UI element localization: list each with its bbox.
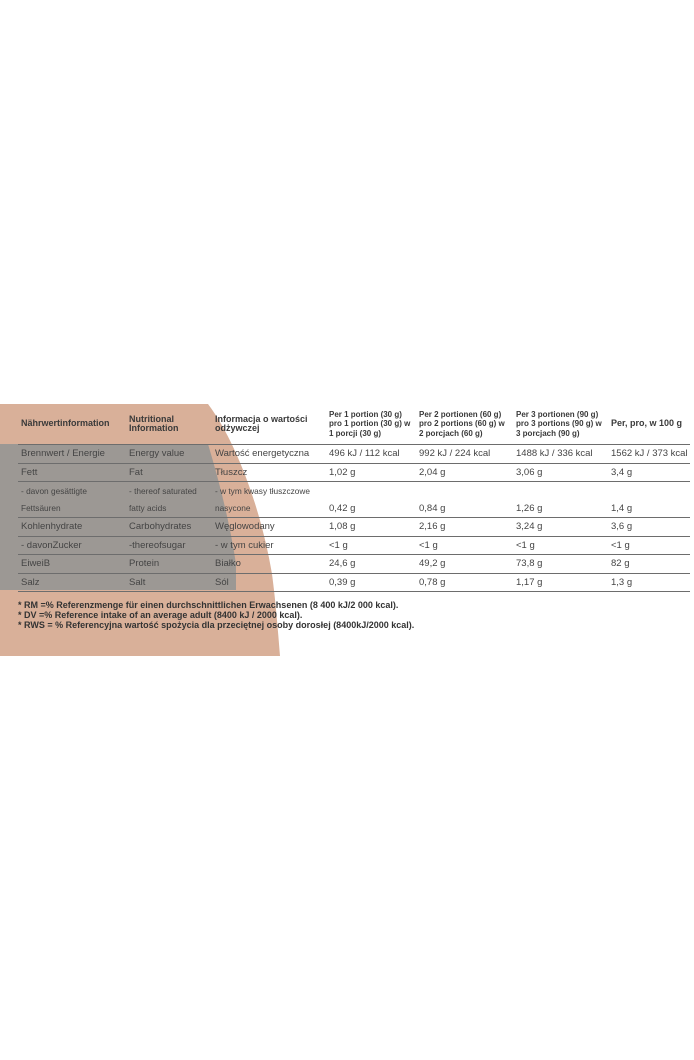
cell-pl: Tłuszcz xyxy=(212,463,326,482)
cell-value: 24,6 g xyxy=(326,555,416,574)
footnote-en: * DV =% Reference intake of an average adult (8400 kJ / 2000 kcal). xyxy=(18,610,303,620)
cell-value: 992 kJ / 224 kcal xyxy=(416,445,513,464)
table-row xyxy=(18,573,690,592)
cell-en: Carbohydrates xyxy=(126,518,212,537)
cell-pl: - w tym cukier xyxy=(212,536,326,555)
cell-value: 0,42 g xyxy=(326,500,416,518)
cell-en: Protein xyxy=(126,555,212,574)
cell-value: 1,17 g xyxy=(513,573,608,592)
cell-value: 49,2 g xyxy=(416,555,513,574)
cell-value: 73,8 g xyxy=(513,555,608,574)
cell-value: 3,06 g xyxy=(513,463,608,482)
header-per-100g: Per, pro, w 100 g xyxy=(608,404,690,445)
footnotes xyxy=(18,600,618,630)
cell-pl: - w tym kwasy tłuszczowe xyxy=(215,485,310,496)
cell-en: Energy value xyxy=(126,445,212,464)
cell-value xyxy=(326,482,416,500)
footnote-pl: * RWS = % Referencyjna wartość spożycia dla przeciętnej osoby dorosłej (8400kJ/2000 kcal). xyxy=(18,620,415,630)
cell-value: 1,26 g xyxy=(513,500,608,518)
cell-en: -thereofsugar xyxy=(126,536,212,555)
cell-de: Fett xyxy=(18,463,126,482)
header-per-1-portion: Per 1 portion (30 g) pro 1 portion (30 g) w 1 porcji (30 g) xyxy=(326,404,416,445)
cell-value: 0,39 g xyxy=(326,573,416,592)
cell-value: 3,4 g xyxy=(608,463,690,482)
cell-pl: Wartość energetyczna xyxy=(212,445,326,464)
table-row xyxy=(18,445,690,464)
cell-de: Brennwert / Energie xyxy=(18,445,126,464)
cell-pl: nasycone xyxy=(212,500,326,518)
cell-value: 1,02 g xyxy=(326,463,416,482)
header-nahrwertinformation: Nährwertinformation xyxy=(18,404,126,445)
cell-value: <1 g xyxy=(326,536,416,555)
cell-de: - davon gesättigte xyxy=(21,485,87,496)
cell-value: 0,78 g xyxy=(416,573,513,592)
cell-de: - davonZucker xyxy=(18,536,126,555)
cell-value: <1 g xyxy=(513,536,608,555)
header-per-3-portions: Per 3 portionen (90 g) pro 3 portions (90 g) w 3 porcjach (90 g) xyxy=(513,404,608,445)
cell-value xyxy=(416,482,513,500)
cell-value xyxy=(608,482,690,500)
cell-value: 1,4 g xyxy=(608,500,690,518)
cell-value: 1,08 g xyxy=(326,518,416,537)
header-nutritional-information: Nutritional Information xyxy=(126,404,212,445)
cell-de: Fettsäuren xyxy=(18,500,126,518)
cell-en: - thereof saturated xyxy=(129,485,197,496)
cell-pl: Węglowodany xyxy=(212,518,326,537)
cell-value xyxy=(513,482,608,500)
nutrition-panel xyxy=(0,404,694,656)
cell-value: 82 g xyxy=(608,555,690,574)
table-row xyxy=(18,463,690,482)
cell-value: 496 kJ / 112 kcal xyxy=(326,445,416,464)
header-informacja: Informacja o wartości odżywczej xyxy=(212,404,326,445)
table-row xyxy=(18,500,690,518)
cell-value: 1562 kJ / 373 kcal xyxy=(608,445,690,464)
cell-value: 1488 kJ / 336 kcal xyxy=(513,445,608,464)
table-row xyxy=(18,536,690,555)
table-row xyxy=(18,518,690,537)
nutrition-table xyxy=(18,404,690,592)
cell-de: Kohlenhydrate xyxy=(18,518,126,537)
table-row xyxy=(18,555,690,574)
cell-value: <1 g xyxy=(416,536,513,555)
table-header-row xyxy=(18,404,690,445)
cell-en: fatty acids xyxy=(126,500,212,518)
cell-de: EiweiB xyxy=(18,555,126,574)
cell-value: 2,16 g xyxy=(416,518,513,537)
cell-de: Salz xyxy=(18,573,126,592)
table-row xyxy=(18,482,690,500)
cell-value: 3,6 g xyxy=(608,518,690,537)
cell-value: 2,04 g xyxy=(416,463,513,482)
header-per-2-portions: Per 2 portionen (60 g) pro 2 portions (60 g) w 2 porcjach (60 g) xyxy=(416,404,513,445)
cell-value: 0,84 g xyxy=(416,500,513,518)
cell-pl: Sól xyxy=(212,573,326,592)
cell-pl: Białko xyxy=(212,555,326,574)
cell-value: 1,3 g xyxy=(608,573,690,592)
cell-en: Salt xyxy=(126,573,212,592)
cell-value: <1 g xyxy=(608,536,690,555)
footnote-de: * RM =% Referenzmenge für einen durchschnittlichen Erwachsenen (8 400 kJ/2 000 kcal). xyxy=(18,600,399,610)
cell-value: 3,24 g xyxy=(513,518,608,537)
cell-en: Fat xyxy=(126,463,212,482)
